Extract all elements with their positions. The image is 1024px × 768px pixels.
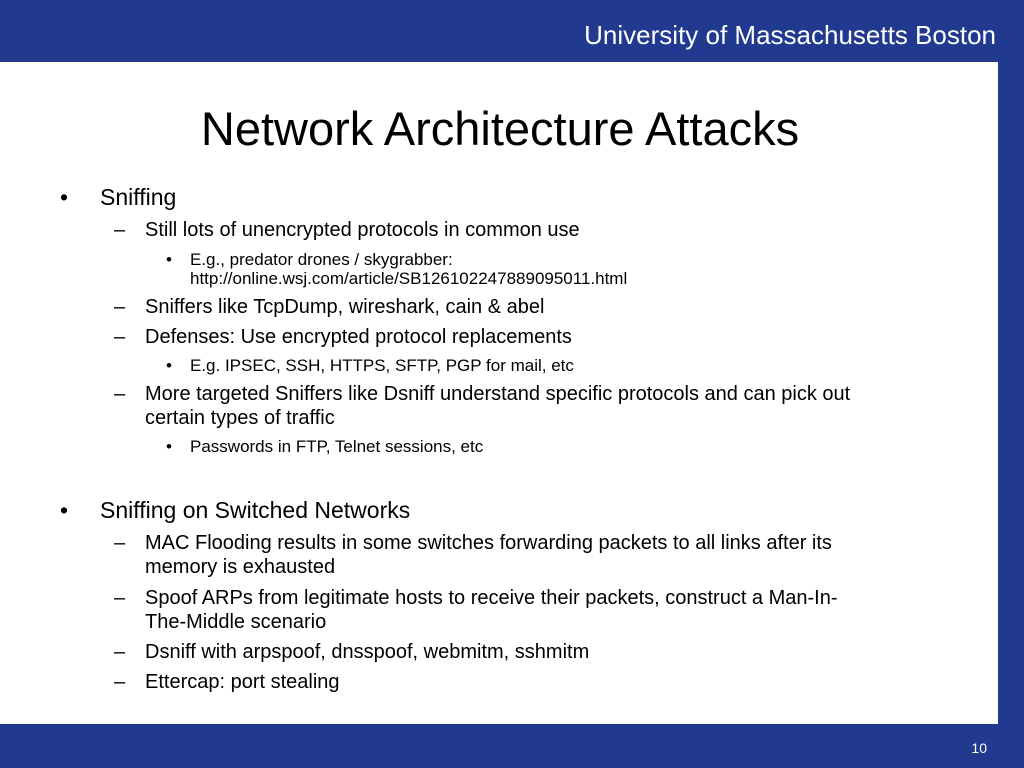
sub-bullet-cont: The-Middle scenario (145, 611, 327, 633)
dash-marker: – (114, 219, 126, 241)
sub-sub-bullet: E.g. IPSEC, SSH, HTTPS, SFTP, PGP for mail, etc (190, 356, 574, 375)
sub-bullet: Spoof ARPs from legitimate hosts to receive their packets, construct a Man-In- (145, 587, 838, 609)
dash-marker: – (114, 671, 126, 693)
sub-bullet: Defenses: Use encrypted protocol replacements (145, 326, 572, 348)
slide-title: Network Architecture Attacks (200, 102, 800, 155)
dash-marker: – (114, 587, 126, 609)
dash-marker: – (114, 326, 126, 348)
dash-marker: – (114, 532, 126, 554)
bullet-marker: • (60, 497, 69, 523)
org-name: University of Massachusetts Boston (584, 20, 996, 50)
bullet-sniffing: Sniffing (100, 184, 177, 210)
sub-sub-bullet-cont: http://online.wsj.com/article/SB126102247889095011.html (190, 269, 628, 288)
dash-marker: – (114, 641, 126, 663)
sub-bullet: Ettercap: port stealing (145, 671, 340, 693)
bullet-marker: • (166, 437, 172, 456)
page-number: 10 (971, 740, 987, 756)
bullet-switched-networks: Sniffing on Switched Networks (100, 497, 411, 523)
bullet-marker: • (166, 250, 172, 269)
sub-sub-bullet: Passwords in FTP, Telnet sessions, etc (190, 437, 484, 456)
footer-bar (0, 724, 1024, 768)
dash-marker: – (114, 296, 126, 318)
sub-bullet: More targeted Sniffers like Dsniff understand specific protocols and can pick out (145, 383, 851, 405)
sub-bullet-cont: certain types of traffic (145, 407, 335, 429)
sub-sub-bullet: E.g., predator drones / skygrabber: (190, 250, 453, 269)
bullet-marker: • (166, 356, 172, 375)
sub-bullet: Sniffers like TcpDump, wireshark, cain & abel (145, 296, 545, 318)
sub-bullet: MAC Flooding results in some switches forwarding packets to all links after its (145, 532, 832, 554)
bullet-marker: • (60, 184, 69, 210)
slide-content (0, 62, 998, 724)
dash-marker: – (114, 383, 126, 405)
header-bar (0, 0, 1024, 62)
sub-bullet-cont: memory is exhausted (145, 556, 336, 578)
sub-bullet: Dsniff with arpspoof, dnsspoof, webmitm, sshmitm (145, 641, 590, 663)
sub-bullet: Still lots of unencrypted protocols in common use (145, 219, 580, 241)
